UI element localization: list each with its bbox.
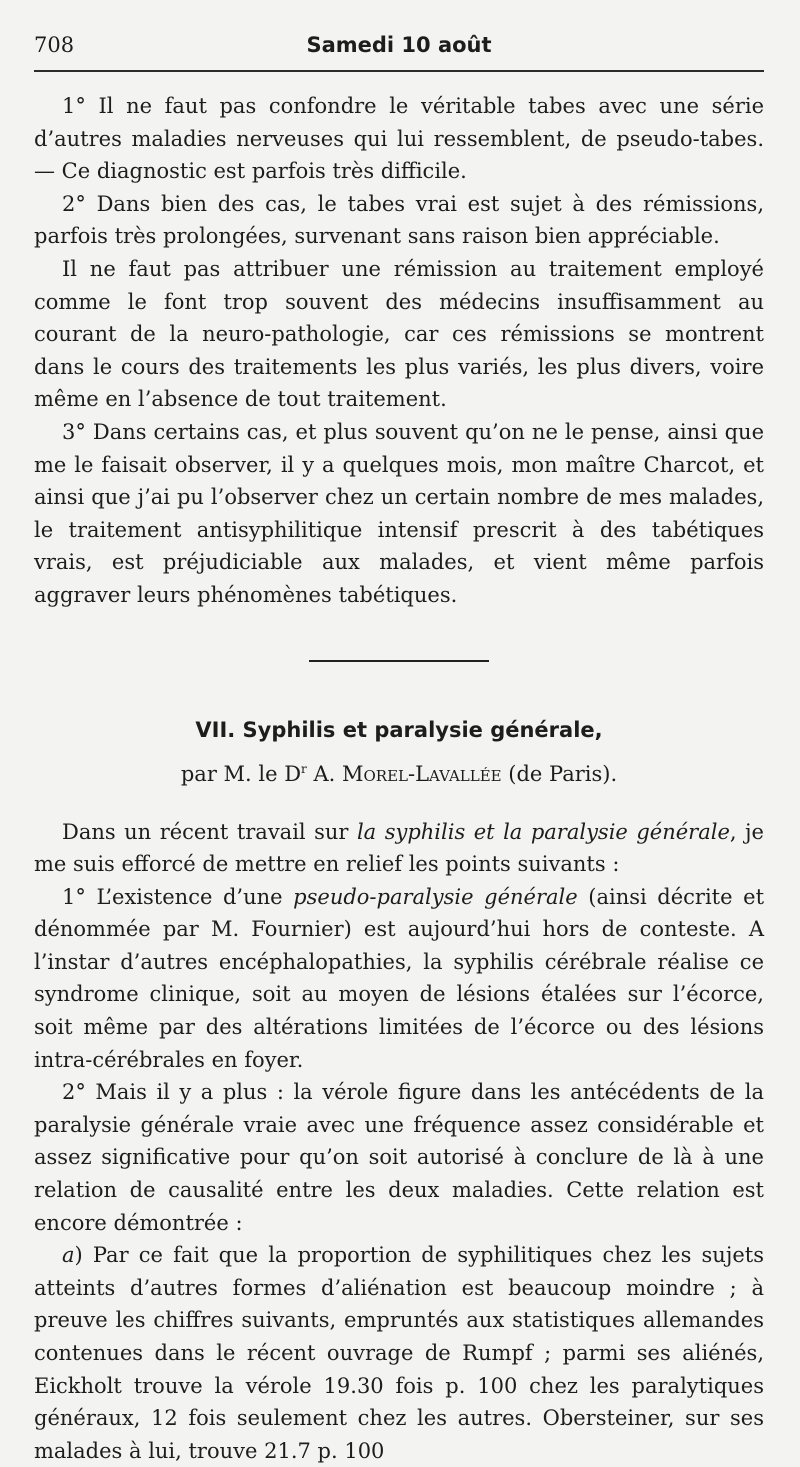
point-a-text: ) Par ce fait que la proportion de syphilitiques chez les sujets atteints d’autres formes d’aliénation est beaucoup moindre ; à preuve les chiffres suivants, empruntés aux statistiques allemandes contenues dans le récent ouvrage de Rumpf ; parmi ses aliénés, Eickholt trouve la vérole 19.30 fois p. 100 chez les paralytiques généraux, 12 fois seulement chez les autres. Obersteiner, sur ses malades à lui, trouve 21.7 p. 100 <box>34 1243 764 1463</box>
list-letter: a <box>62 1243 75 1268</box>
point-a <box>34 1239 764 1467</box>
paragraph: Il ne faut pas attribuer une rémission au traitement employé comme le font trop souvent des médecins insuffisamment au courant de la neuro-pathologie, car ces rémissions se montrent dans le cours des traitements les plus variés, les plus divers, voire même en l’absence de tout traitement. <box>34 256 764 412</box>
author-initial: A. <box>306 761 342 786</box>
cited-title: la syphilis et la paralysie générale <box>356 819 730 844</box>
intro-text-end: , je me suis efforcé de mettre en relief les points suivants : <box>34 819 764 877</box>
author-superscript: r <box>301 761 307 776</box>
point-two: 2° Mais il y a plus : la vérole figure dans les antécédents de la paralysie générale vraie avec une fréquence assez considérable et assez significative pour qu’on soit autorisé à conclure de là à une relation de causalité entre les deux maladies. Cette relation est encore démontrée : <box>34 1080 764 1235</box>
paragraph: 3° Dans certains cas, et plus souvent qu’on ne le pense, ainsi que me le faisait observer, il y a quelques mois, mon maître Charcot, et ainsi que j’ai pu l’observer chez un certain nombre de mes malades, le traitement antisyphilitique intensif prescrit à des tabétiques vrais, est préjudiciable aux malades, et vient même parfois aggraver leurs phénomènes tabétiques. <box>34 419 764 607</box>
author-prefix: par M. le D <box>180 761 302 786</box>
section-divider <box>309 660 489 662</box>
document-body <box>34 90 764 1467</box>
italic-term: pseudo-paralysie générale <box>293 884 578 909</box>
author-suffix: (de Paris). <box>501 761 618 786</box>
author-name: Morel-Lavallée <box>342 761 502 786</box>
intro-text: Dans un récent travail sur <box>62 819 357 844</box>
running-title: Samedi 10 août <box>306 33 492 57</box>
point-one-end: (ainsi décrite et dénommée par M. Fournier) est aujourd’hui hors de conteste. A l’instar d’autres encéphalopathies, la syphilis cérébrale réalise ce syndrome clinique, soit au moyen de lésions étalées sur l’écorce, soit même par des altérations limitées de l’écorce ou des lésions intra-cérébrales en foyer. <box>34 884 765 1072</box>
point-one <box>34 881 764 1077</box>
page-header <box>34 28 764 62</box>
author-line <box>34 758 764 790</box>
point-one-start: 1° L’existence d’une <box>62 884 294 909</box>
page-number: 708 <box>34 33 75 57</box>
header-divider <box>34 70 764 72</box>
intro-paragraph <box>34 816 764 881</box>
paragraph: 2° Dans bien des cas, le tabes vrai est sujet à des rémissions, parfois très prolongées, survenant sans raison bien appréciable. <box>34 191 764 249</box>
paragraph: 1° Il ne faut pas confondre le véritable tabes avec une série d’autres maladies nerveuses qui lui ressemblent, de pseudo-tabes. — Ce diagnostic est parfois très difficile. <box>34 94 764 184</box>
section-title: VII. Syphilis et paralysie générale, <box>195 717 603 742</box>
